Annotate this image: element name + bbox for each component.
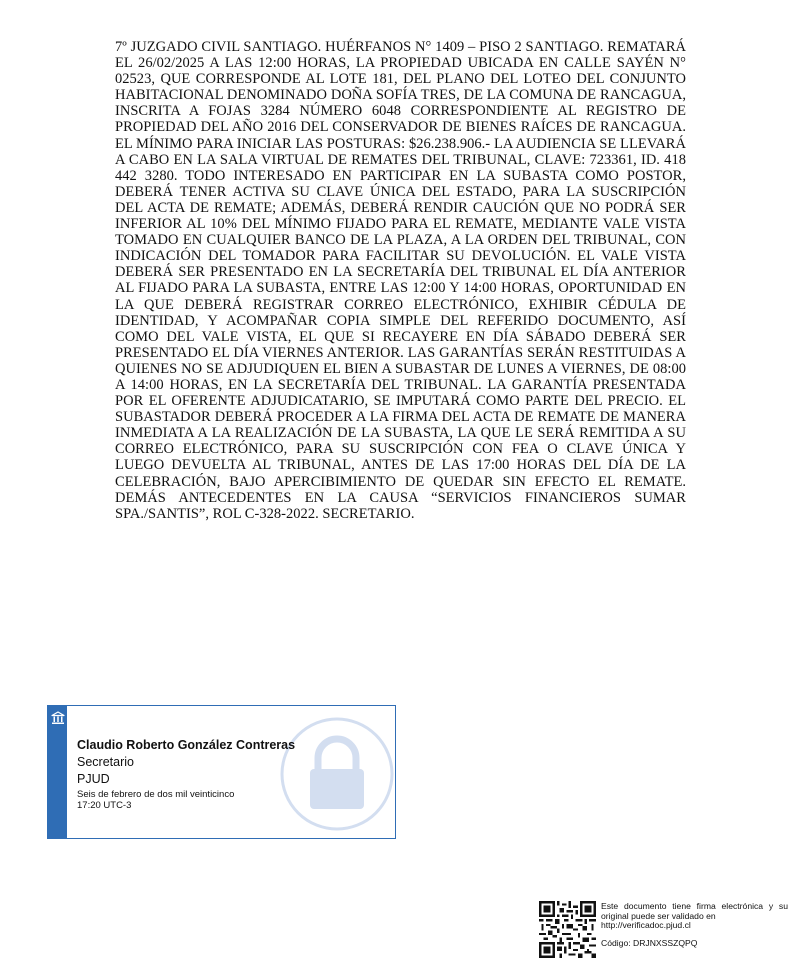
- signer-name: Claudio Roberto González Contreras: [77, 738, 296, 752]
- signature-time: 17:20 UTC-3: [77, 800, 132, 811]
- signer-role: Secretario: [77, 755, 134, 769]
- electronic-signature-box: [47, 705, 396, 839]
- signature-accent-strip: [48, 706, 67, 838]
- verification-info: [601, 902, 788, 948]
- qr-code-icon: [539, 901, 596, 958]
- verification-note: Este documento tiene firma electrónica y su original puede ser validado en: [601, 901, 788, 921]
- signature-date: Seis de febrero de dos mil veinticinco: [77, 789, 235, 800]
- verification-code: Código: DRJNXSSZQPQ: [601, 937, 698, 948]
- signature-details: [77, 737, 295, 811]
- bank-building-icon: [51, 711, 65, 725]
- verification-url[interactable]: http://verificadoc.pjud.cl: [601, 920, 691, 931]
- auction-notice-text: 7º JUZGADO CIVIL SANTIAGO. HUÉRFANOS N° 1409 – PISO 2 SANTIAGO. REMATARÁ EL 26/02/2025 A LAS 12:00 HORAS, LA PROPIEDAD UBICADA EN CALLE SAYÉN N° 02523, QUE CORRESPONDE AL LOTE 181, DEL PLANO DEL LOTEO DEL CONJUNTO HABITACIONAL DENOMINADO DOÑA SOFÍA TRES, DE LA COMUNA DE RANCAGUA, INSCRITA A FOJAS 3284 NÚMERO 6048 CORRESPONDIENTE AL REGISTRO DE PROPIEDAD DEL AÑO 2016 DEL CONSERVADOR DE BIENES RAÍCES DE RANCAGUA. EL MÍNIMO PARA INICIAR LAS POSTURAS: $26.238.906.- LA AUDIENCIA SE LLEVARÁ A CABO EN LA SALA VIRTUAL DE REMATES DEL TRIBUNAL, CLAVE: 723361, ID. 418 442 3280. TODO INTERESADO EN PARTICIPAR EN LA SUBASTA COMO POSTOR, DEBERÁ TENER ACTIVA SU CLAVE ÚNICA DEL ESTADO, PARA LA SUSCRIPCIÓN DEL ACTA DE REMATE; ADEMÁS, DEBERÁ RENDIR CAUCIÓN QUE NO PODRÁ SER INFERIOR AL 10% DEL MÍNIMO FIJADO PARA EL REMATE, MEDIANTE VALE VISTA TOMADO EN CUALQUIER BANCO DE LA PLAZA, A LA ORDEN DEL TRIBUNAL, CON INDICACIÓN DEL TOMADOR PARA FACILITAR SU DEVOLUCIÓN. EL VALE VISTA DEBERÁ SER PRESENTADO EN LA SECRETARÍA DEL TRIBUNAL EL DÍA ANTERIOR AL FIJADO PARA LA SUBASTA, ENTRE LAS 12:00 Y 14:00 HORAS, OPORTUNIDAD EN LA QUE DEBERÁ REGISTRAR CORREO ELECTRÓNICO, EXHIBIR CÉDULA DE IDENTIDAD, Y ACOMPAÑAR COPIA SIMPLE DEL REFERIDO DOCUMENTO, ASÍ COMO DEL VALE VISTA, EL QUE SI RECAYERE EN DÍA SÁBADO DEBERÁ SER PRESENTADO EL DÍA VIERNES ANTERIOR. LAS GARANTÍAS SERÁN RESTITUIDAS A QUIENES NO SE ADJUDIQUEN EL BIEN A SUBASTAR DE LUNES A VIERNES, DE 08:00 A 14:00 HORAS, EN LA SECRETARÍA DEL TRIBUNAL. LA GARANTÍA PRESENTADA POR EL OFERENTE ADJUDICATARIO, SE IMPUTARÁ COMO PARTE DEL PRECIO. EL SUBASTADOR DEBERÁ PROCEDER A LA FIRMA DEL ACTA DE REMATE DE MANERA INMEDIATA A LA REALIZACIÓN DE LA SUBASTA, LA QUE LE SERÁ REMITIDA A SU CORREO ELECTRÓNICO, PARA SU SUSCRIPCIÓN CON FEA O CLAVE ÚNICA Y LUEGO DEVUELTA AL TRIBUNAL, ANTES DE LAS 17:00 HORAS DEL DÍA DE LA CELEBRACIÓN, BAJO APERCIBIMIENTO DE QUEDAR SIN EFECTO EL REMATE. DEMÁS ANTECEDENTES EN LA CAUSA “SERVICIOS FINANCIEROS SUMAR SPA./SANTIS”, ROL C-328-2022. SECRETARIO.: [115, 39, 686, 522]
- signer-organization: PJUD: [77, 772, 110, 786]
